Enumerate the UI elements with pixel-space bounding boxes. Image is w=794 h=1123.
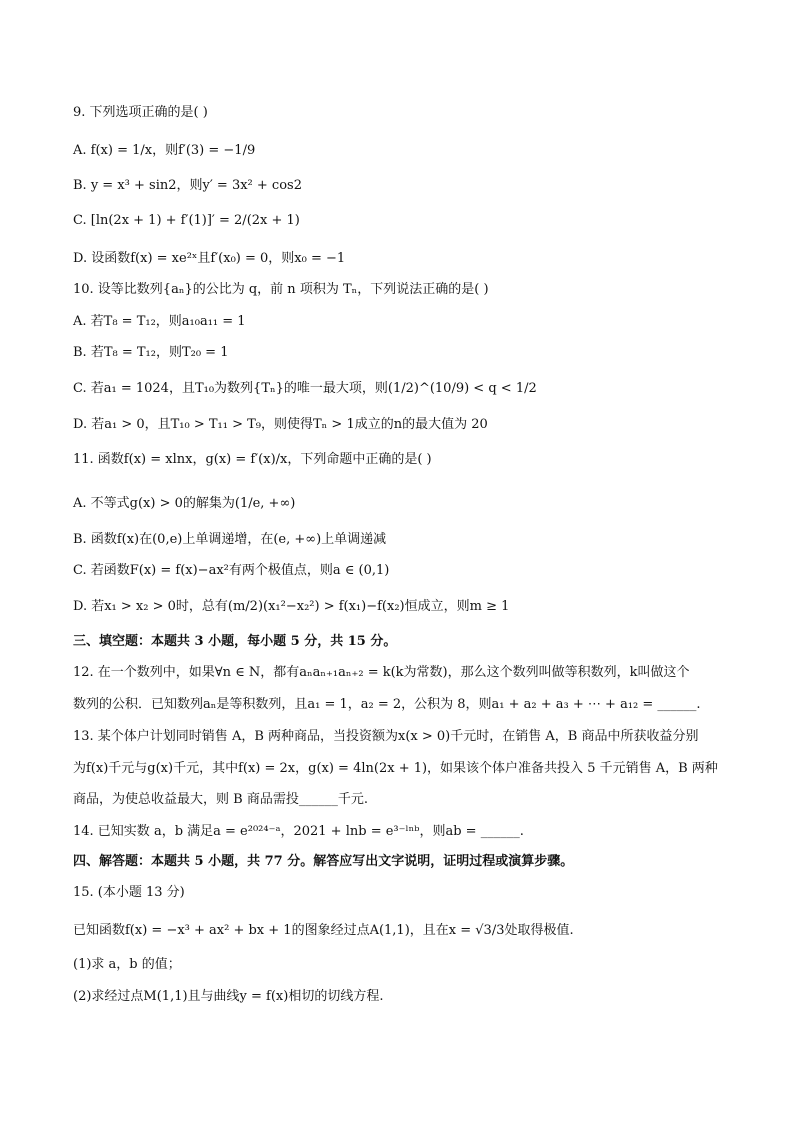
q11-option-d: D. 若x₁ > x₂ > 0时，总有(m/2)(x₁²−x₂²) > f(x₁)−f(x₂)恒成立，则m ≥ 1 (73, 599, 510, 614)
q10-option-a: A. 若T₈ = T₁₂，则a₁₀a₁₁ = 1 (73, 314, 246, 329)
q9-option-b: B. y = x³ + sin2，则y′ = 3x² + cos2 (73, 178, 302, 193)
q10-option-d: D. 若a₁ > 0，且T₁₀ > T₁₁ > T₉，则使得Tₙ > 1成立的n的最大值为 20 (73, 417, 488, 432)
q9-option-c: C. [ln(2x + 1) + f′(1)]′ = 2/(2x + 1) (73, 213, 300, 228)
q13-line-3: 商品，为使总收益最大，则 B 商品需投______千元. (73, 792, 368, 807)
section-4-heading: 四、解答题：本题共 5 小题，共 77 分。解答应写出文字说明，证明过程或演算步骤。 (73, 854, 574, 869)
q11-stem: 11. 函数f(x) = xlnx，g(x) = f′(x)/x，下列命题中正确的是( ) (73, 452, 432, 467)
section-3-heading: 三、填空题：本题共 3 小题，每小题 5 分，共 15 分。 (73, 634, 397, 649)
q15-stem: 已知函数f(x) = −x³ + ax² + bx + 1的图象经过点A(1,1)，且在x = √3/3处取得极值. (73, 923, 574, 938)
q10-stem: 10. 设等比数列{aₙ}的公比为 q，前 n 项积为 Tₙ，下列说法正确的是( ) (73, 282, 489, 297)
q10-option-c: C. 若a₁ = 1024，且T₁₀为数列{Tₙ}的唯一最大项，则(1/2)^(10/9) < q < 1/2 (73, 381, 537, 396)
q9-stem: 9. 下列选项正确的是( ) (73, 105, 208, 120)
q15-header: 15. (本小题 13 分) (73, 885, 185, 900)
q15-part-2: (2)求经过点M(1,1)且与曲线y = f(x)相切的切线方程. (73, 989, 384, 1004)
q13-line-1: 13. 某个体户计划同时销售 A，B 两种商品，当投资额为x(x > 0)千元时，在销售 A，B 商品中所获收益分别 (73, 729, 699, 744)
q11-option-c: C. 若函数F(x) = f(x)−ax²有两个极值点，则a ∈ (0,1) (73, 563, 390, 578)
q12-line-2: 数列的公积．已知数列aₙ是等积数列，且a₁ = 1，a₂ = 2，公积为 8，则a₁ + a₂ + a₃ + ⋯ + a₁₂ = ______. (73, 697, 701, 712)
q12-line-1: 12. 在一个数列中，如果∀n ∈ N，都有aₙaₙ₊₁aₙ₊₂ = k(k为常数)，那么这个数列叫做等积数列，k叫做这个 (73, 665, 690, 680)
q10-option-b: B. 若T₈ = T₁₂，则T₂₀ = 1 (73, 345, 229, 360)
q9-option-a: A. f(x) = 1/x，则f′(3) = −1/9 (73, 143, 256, 158)
q9-option-d: D. 设函数f(x) = xe²ˣ且f′(x₀) = 0，则x₀ = −1 (73, 251, 346, 266)
q13-line-2: 为f(x)千元与g(x)千元，其中f(x) = 2x，g(x) = 4ln(2x + 1)，如果该个体户准备共投入 5 千元销售 A，B 两种 (73, 761, 718, 776)
q14-text: 14. 已知实数 a，b 满足a = e²⁰²⁴⁻ᵃ，2021 + lnb = e³⁻ˡⁿᵇ，则ab = ______. (73, 824, 524, 839)
q11-option-b: B. 函数f(x)在(0,e)上单调递增，在(e, +∞)上单调递减 (73, 532, 387, 547)
q11-option-a: A. 不等式g(x) > 0的解集为(1/e, +∞) (73, 496, 296, 511)
q15-part-1: (1)求 a，b 的值； (73, 957, 181, 972)
